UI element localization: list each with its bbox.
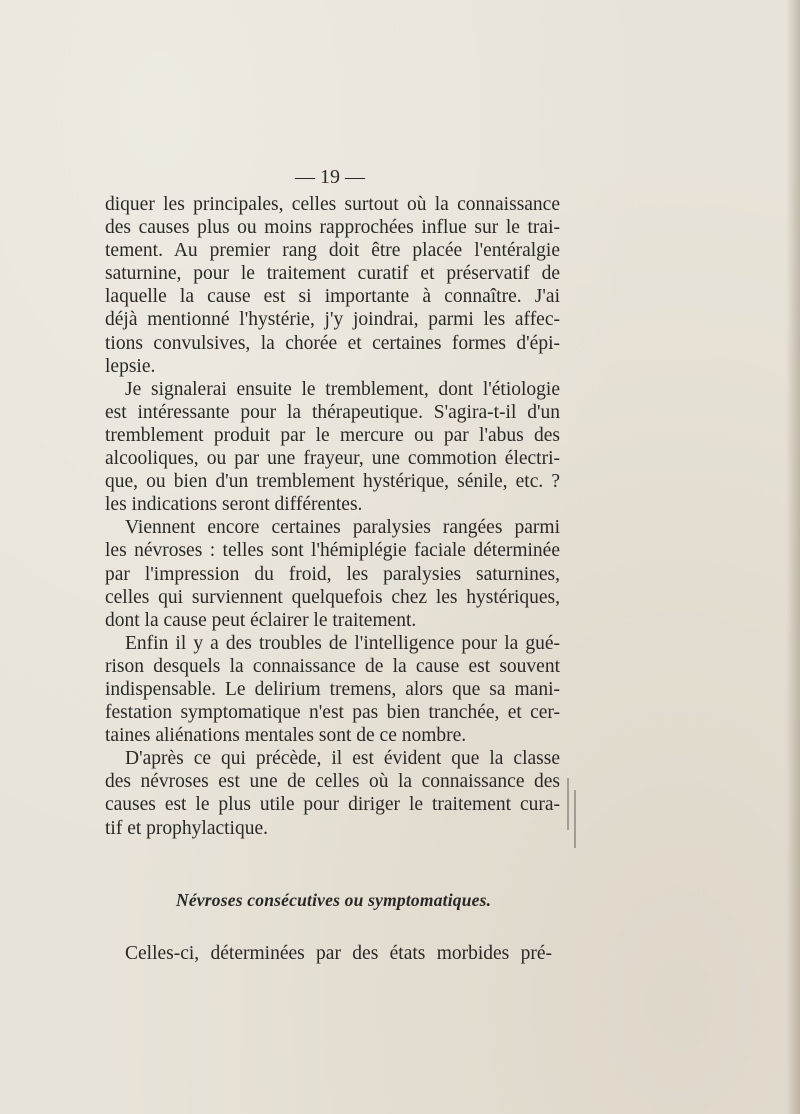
- text-line: déjà mentionné l'hystérie, j'y joindrai, parmi les affec-: [105, 309, 560, 331]
- text-line: saturnine, pour le traitement curatif et préservatif de: [105, 263, 560, 285]
- text-line: tremblement produit par le mercure ou par l'abus des: [105, 424, 560, 446]
- page-edge-shadow: [786, 0, 800, 1114]
- text-line: dont la cause peut éclairer le traitement.: [105, 609, 417, 631]
- margin-pencil-mark: [574, 790, 576, 848]
- text-line: lepsie.: [105, 355, 156, 377]
- text-line: tif et prophylactique.: [105, 817, 268, 839]
- text-line: laquelle la cause est si importante à connaître. J'ai: [105, 286, 560, 308]
- text-line: des causes plus ou moins rapprochées influe sur le trai-: [105, 217, 560, 239]
- text-line: des névroses est une de celles où la connaissance des: [105, 771, 560, 793]
- text-line: D'après ce qui précède, il est évident que la classe: [125, 748, 560, 770]
- text-line: alcooliques, ou par une frayeur, une commotion électri-: [105, 448, 560, 470]
- text-line: celles qui surviennent quelquefois chez les hystériques,: [105, 586, 560, 608]
- text-line: que, ou bien d'un tremblement hystérique, sénile, etc. ?: [105, 471, 560, 493]
- text-line: Je signalerai ensuite le tremblement, dont l'étiologie: [125, 378, 560, 400]
- text-line: Viennent encore certaines paralysies rangées parmi: [125, 517, 560, 539]
- text-line: rison desquels la connaissance de la cause est souvent: [105, 655, 560, 677]
- text-line: les névroses : telles sont l'hémiplégie faciale déterminée: [105, 540, 560, 562]
- text-line: par l'impression du froid, les paralysies saturnines,: [105, 563, 560, 585]
- text-line: indispensable. Le delirium tremens, alors que sa mani-: [105, 678, 560, 700]
- body-text: [105, 193, 560, 840]
- margin-pencil-mark: [567, 778, 569, 830]
- text-line: festation symptomatique n'est pas bien tranchée, et cer-: [105, 702, 560, 724]
- page-number: — 19 —: [295, 166, 365, 188]
- section-heading: Névroses consécutives ou symptomatiques.: [176, 890, 492, 910]
- text-line: Enfin il y a des troubles de l'intelligence pour la gué-: [125, 632, 560, 654]
- text-line: diquer les principales, celles surtout où la connaissance: [105, 194, 560, 215]
- text-line: taines aliénations mentales sont de ce nombre.: [105, 725, 467, 747]
- text-line: les indications seront différentes.: [105, 494, 363, 516]
- text-line: est intéressante pour la thérapeutique. S'agira-t-il d'un: [105, 401, 560, 423]
- text-line: causes est le plus utile pour diriger le traitement cura-: [105, 794, 560, 816]
- text-line: tions convulsives, la chorée et certaines formes d'épi-: [105, 332, 560, 354]
- text-line: Celles-ci, déterminées par des états morbides pré-: [125, 943, 552, 964]
- text-line: tement. Au premier rang doit être placée l'entéralgie: [105, 240, 560, 262]
